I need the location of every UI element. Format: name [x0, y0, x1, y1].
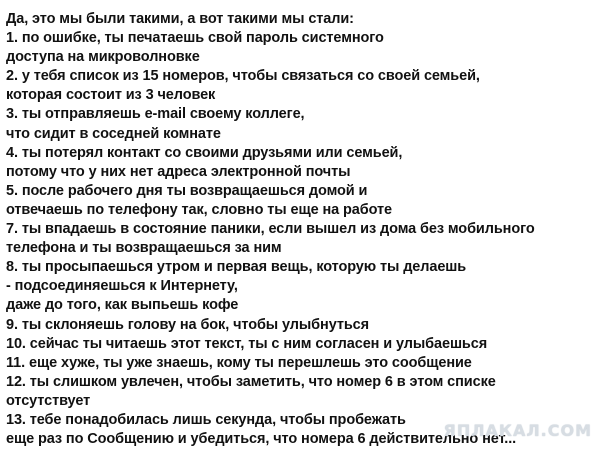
document-text [6, 10, 594, 449]
text-line: 10. сейчас ты читаешь этот текст, ты с ним согласен и улыбаешься [6, 335, 488, 352]
text-line: 11. еще хуже, ты уже знаешь, кому ты перешлешь это сообщение [6, 354, 472, 371]
heading-line: Да, это мы были такими, а вот такими мы стали: [6, 11, 354, 27]
text-line: еще раз по Сообщению и убедиться, что номера 6 действительно нет... [6, 431, 517, 448]
text-line: что сидит в соседней комнате [6, 125, 221, 142]
text-line: 9. ты склоняешь голову на бок, чтобы улыбнуться [6, 316, 369, 333]
text-line: отвечаешь по телефону так, словно ты еще на работе [6, 201, 392, 218]
text-line: потому что у них нет адреса электронной почты [6, 163, 351, 180]
text-line: 3. ты отправляешь e-mail своему коллеге, [6, 106, 305, 123]
text-line: отсутствует [6, 392, 91, 409]
text-line: 2. у тебя список из 15 номеров, чтобы связаться со своей семьей, [6, 68, 480, 85]
text-line: 4. ты потерял контакт со своими друзьями или семьей, [6, 144, 403, 161]
text-line: 8. ты просыпаешься утром и первая вещь, которую ты делаешь [6, 259, 467, 276]
text-line: которая состоит из 3 человек [6, 87, 216, 104]
text-line: даже до того, как выпьешь кофе [6, 297, 239, 314]
text-line: телефона и ты возвращаешься за ним [6, 240, 282, 257]
text-line: - подсоединяешься к Интернету, [6, 278, 238, 295]
text-line: 13. тебе понадобилась лишь секунда, чтобы пробежать [6, 411, 406, 428]
text-line: 1. по ошибке, ты печатаешь свой пароль системного [6, 30, 384, 47]
text-line: доступа на микроволновке [6, 49, 200, 66]
text-line: 5. после рабочего дня ты возвращаешься домой и [6, 182, 368, 199]
text-line: 12. ты слишком увлечен, чтобы заметить, что номер 6 в этом списке [6, 373, 496, 390]
site-watermark: ЯПЛАКАЛ.COM [443, 421, 592, 440]
text-line: 7. ты впадаешь в состояние паники, если вышел из дома без мобильного [6, 221, 535, 238]
